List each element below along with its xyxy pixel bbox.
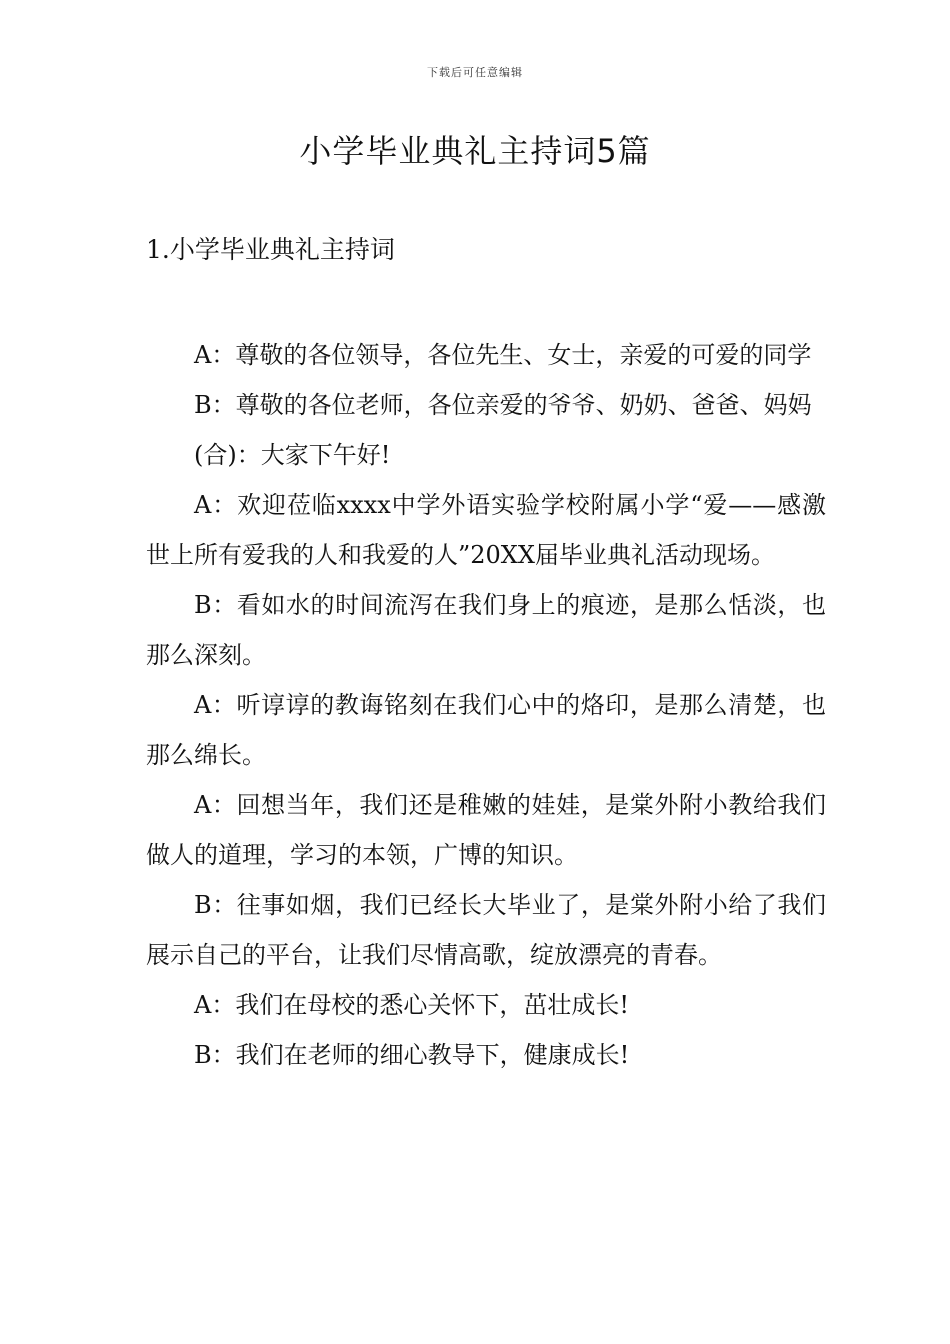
paragraph: B：往事如烟，我们已经长大毕业了，是棠外附小给了我们展示自己的平台，让我们尽情高歌，绽放漂亮的青春。 [146,891,826,969]
section-heading: 1.小学毕业典礼主持词 [146,235,395,264]
paragraph: B：尊敬的各位老师，各位亲爱的爷爷、奶奶、爸爸、妈妈 [194,391,812,419]
paragraph: A：回想当年，我们还是稚嫩的娃娃，是棠外附小教给我们做人的道理，学习的本领，广博的知识。 [146,791,826,869]
header-note: 下载后可任意编辑 [427,66,523,79]
paragraph: A：听谆谆的教诲铭刻在我们心中的烙印，是那么清楚，也那么绵长。 [146,691,826,769]
body-text [146,330,826,1080]
paragraph: A：我们在母校的悉心关怀下，茁壮成长! [194,991,629,1019]
paragraph: A：欢迎莅临xxxx中学外语实验学校附属小学“爱——感激世上所有爱我的人和我爱的人”20XX届毕业典礼活动现场。 [146,491,826,569]
page-title: 小学毕业典礼主持词5篇 [299,132,651,170]
paragraph: B：我们在老师的细心教导下，健康成长! [194,1041,630,1069]
paragraph: B：看如水的时间流泻在我们身上的痕迹，是那么恬淡，也那么深刻。 [146,591,826,669]
paragraph: A：尊敬的各位领导，各位先生、女士，亲爱的可爱的同学 [194,341,812,369]
paragraph: (合)：大家下午好! [194,441,391,469]
